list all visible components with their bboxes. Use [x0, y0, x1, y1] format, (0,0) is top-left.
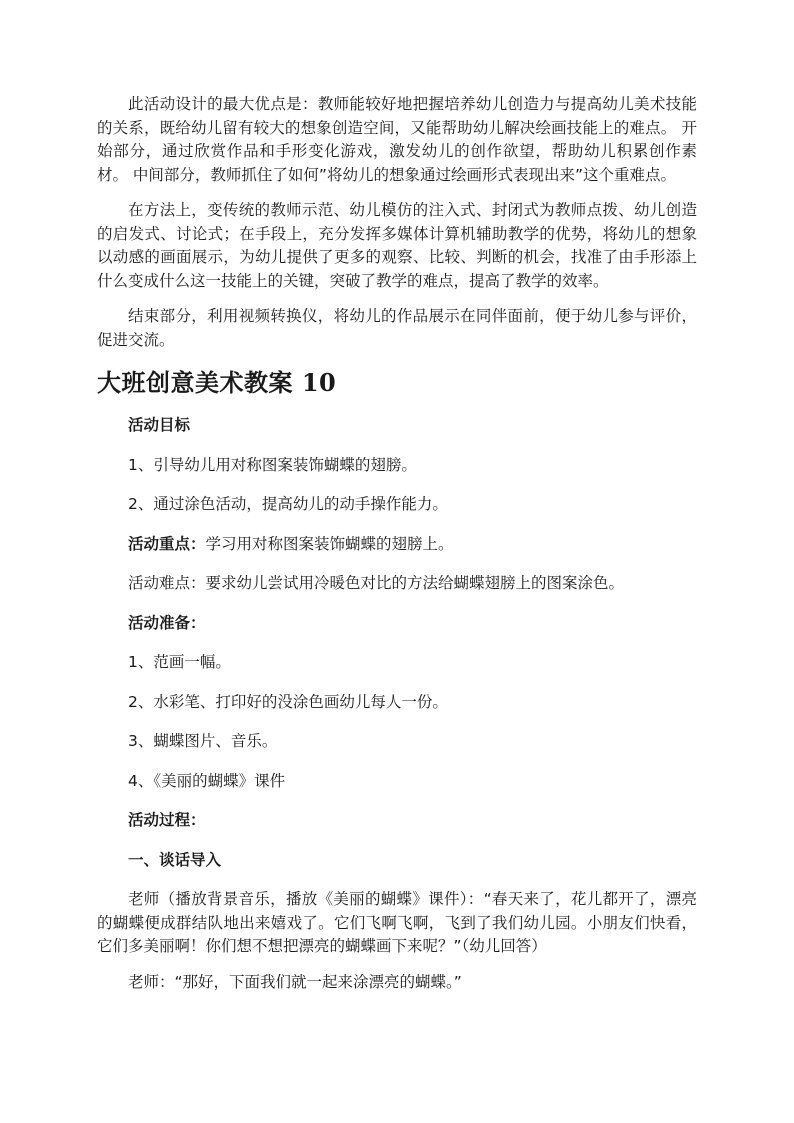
key-point	[97, 533, 697, 557]
key-point-label: 活动重点：	[128, 534, 206, 553]
prep-item-3: 3、蝴蝶图片、音乐。	[128, 732, 278, 750]
goal-item-1: 1、引导幼儿用对称图案装饰蝴蝶的翅膀。	[128, 455, 417, 474]
goals-title: 活动目标	[128, 416, 191, 434]
section-heading: 大班创意美术教案 10	[97, 368, 337, 397]
prep-item-4: 4、《美丽的蝴蝶》课件	[128, 771, 286, 790]
process-title: 活动过程：	[128, 811, 206, 829]
goal-item-2: 2、通过涂色活动，提高幼儿的动手操作能力。	[128, 495, 448, 513]
difficulty-point: 活动难点：要求幼儿尝试用冷暖色对比的方法给蝴蝶翅膀上的图案涂色。	[128, 574, 625, 592]
prep-item-1: 1、范画一幅。	[128, 653, 231, 671]
paragraph-advantages: 此活动设计的最大优点是：教师能较好地把握培养幼儿创造力与提高幼儿美术技能的关系，既给幼儿留有较大的想象创造空间，又能帮助幼儿解决绘画技能上的难点。 开始部分，通过欣赏作品和手形变化游戏，激发幼儿的创作欲望，帮助幼儿积累创作素材。 中间部分，教师抓住了如何”将幼儿的想象通过绘画形式表现出来”这个重难点。	[97, 95, 697, 184]
paragraph-methods: 在方法上，变传统的教师示范、幼儿模仿的注入式、封闭式为教师点拨、幼儿创造的启发式、讨论式；在手段上，充分发挥多媒体计算机辅助教学的优势，将幼儿的想象以动感的画面展示，为幼儿提供了更多的观察、比较、判断的机会，找准了由手形添上什么变成什么这一技能上的关键，突破了教学的难点，提高了教学的效率。	[97, 201, 697, 290]
key-point-text: 学习用对称图案装饰蝴蝶的翅膀上。	[205, 534, 454, 553]
prep-title: 活动准备：	[128, 613, 206, 632]
dialog-paragraph-1: 老师（播放背景音乐，播放《美丽的蝴蝶》课件）：“春天来了，花儿都开了，漂亮的蝴蝶便成群结队地出来嬉戏了。它们飞啊飞啊，飞到了我们幼儿园。小朋友们快看，它们多美丽啊！你们想不想把漂亮的蝴蝶画下来呢？”（幼儿回答）	[97, 890, 697, 955]
dialog-paragraph-2: 老师：“那好，下面我们就一起来涂漂亮的蝴蝶。”	[128, 972, 462, 991]
step-1-title: 一、谈话导入	[128, 850, 222, 869]
document-page	[97, 93, 697, 1006]
prep-item-2: 2、水彩笔、打印好的没涂色画幼儿每人一份。	[128, 692, 448, 711]
paragraph-ending: 结束部分，利用视频转换仪，将幼儿的作品展示在同伴面前，便于幼儿参与评价，促进交流。	[97, 307, 697, 349]
